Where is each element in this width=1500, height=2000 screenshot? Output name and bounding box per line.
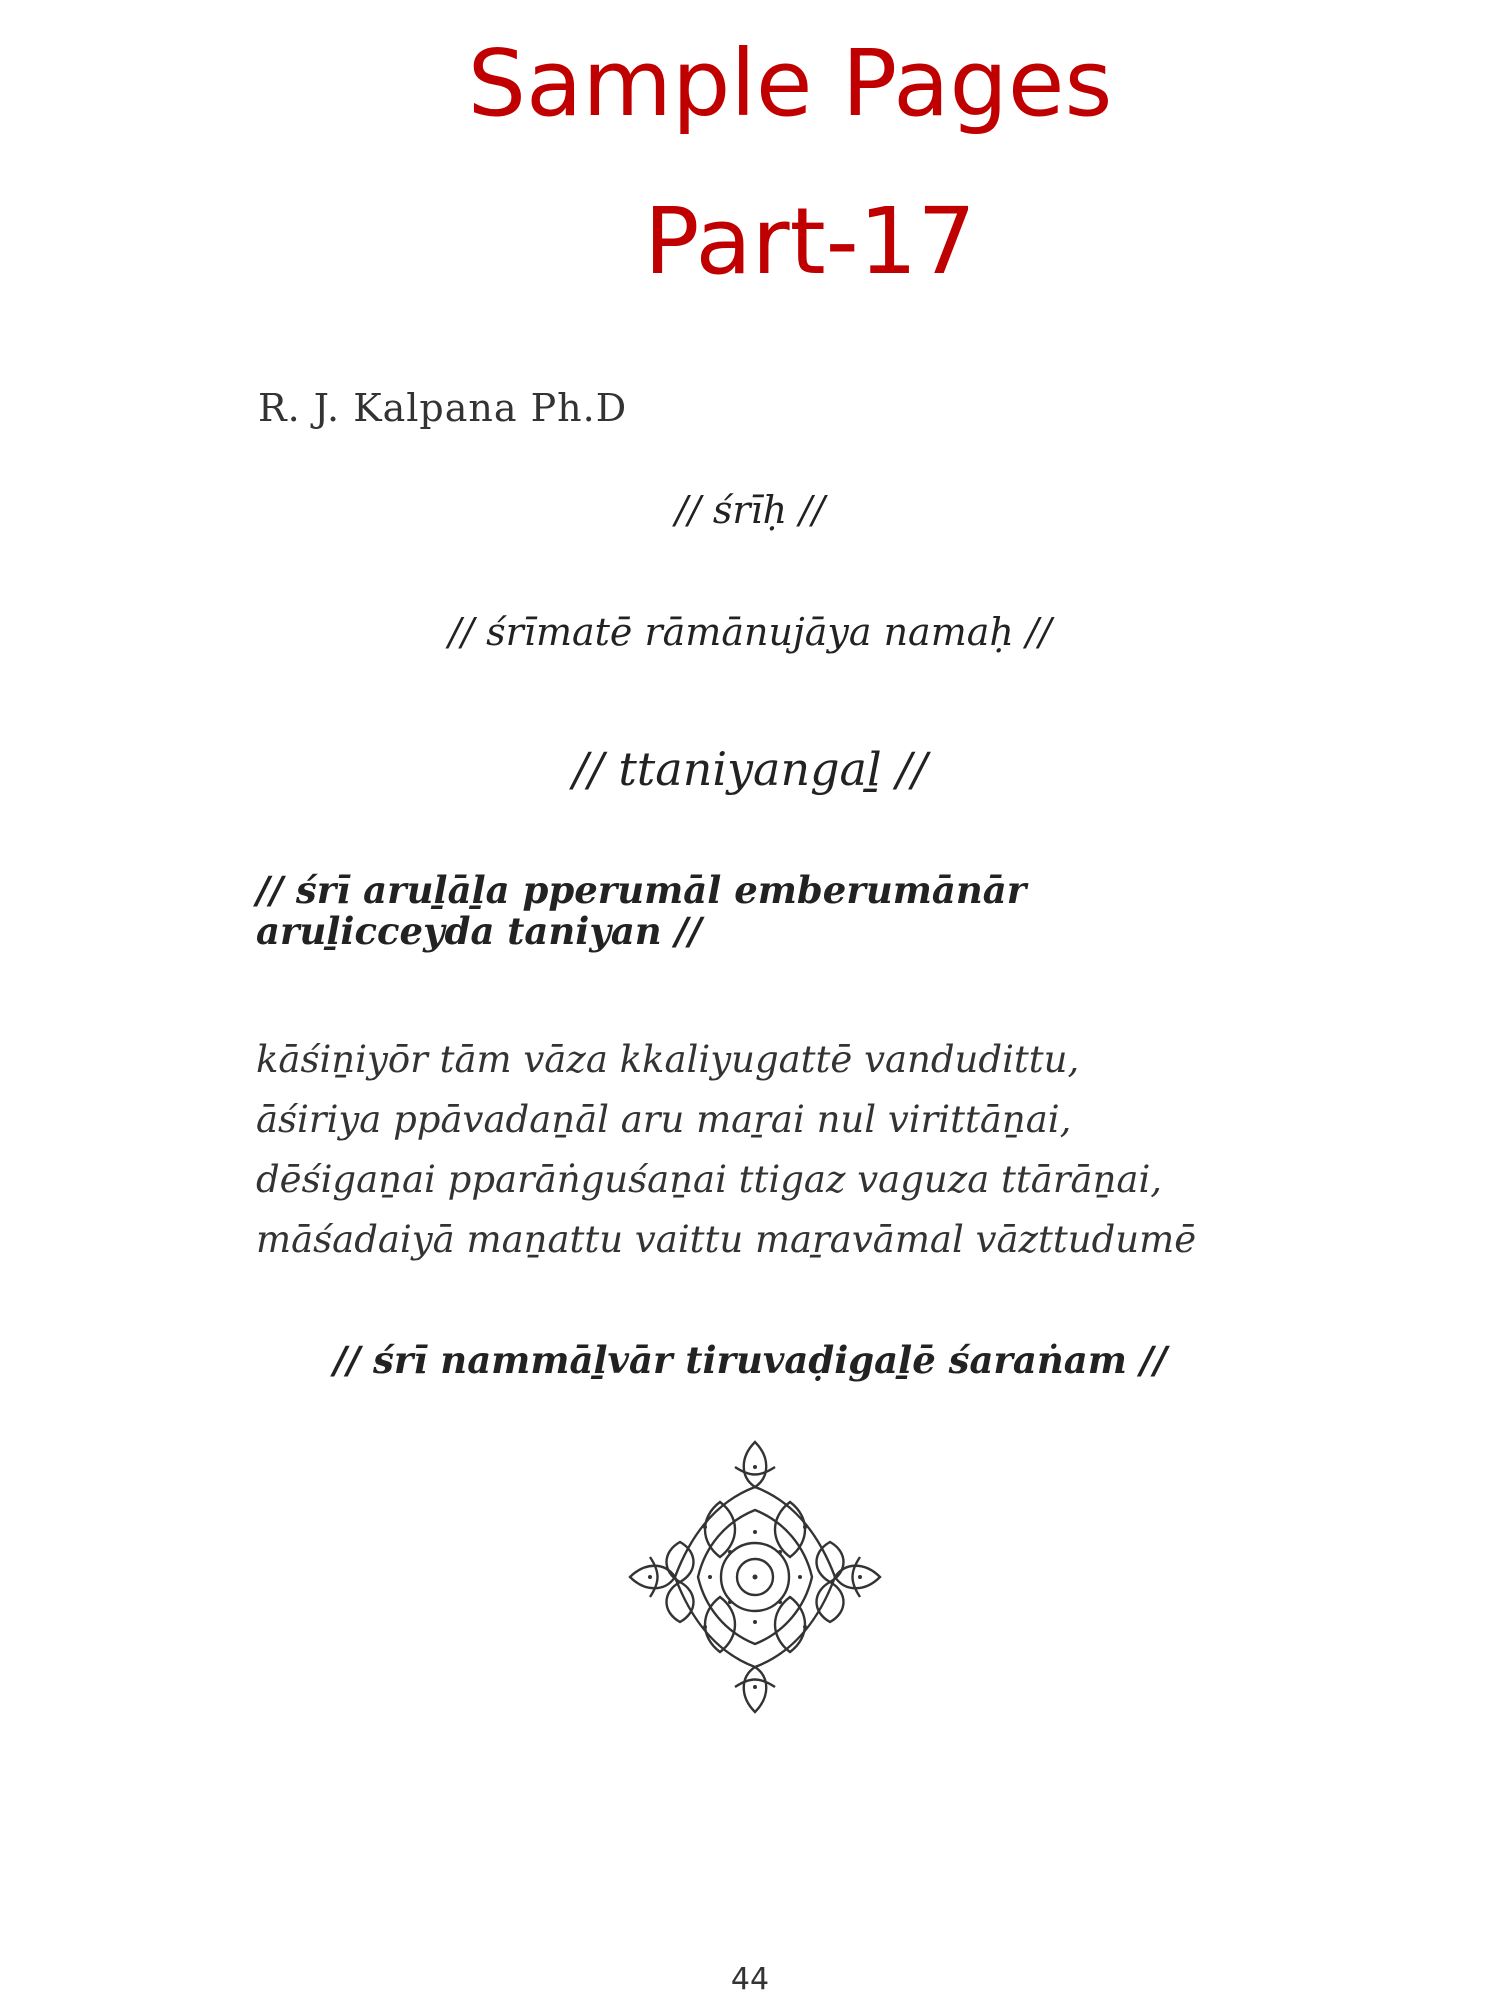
taniyan-subheading: // śrī aruḻāḻa pperumāl emberumānār aruḻicceyda taniyan //: [256, 868, 1027, 953]
banner-title: Sample Pages: [467, 30, 1113, 137]
kolam-ornament-icon: [620, 1432, 890, 1722]
section-heading: // ttaniyangaḻ //: [572, 742, 928, 796]
verse-line: dēśigaṉai pparāṅguśaṉai ttigaz vaguza ttārāṉai,: [256, 1158, 1163, 1201]
verse-line: āśiriya ppāvadaṉāl aru maṟai nul virittāṉai,: [256, 1098, 1072, 1141]
invocation-srih: // śrīḥ //: [675, 488, 825, 532]
closing-invocation: // śrī nammāḻvār tiruvaḍigaḻē śaraṅam //: [333, 1338, 1167, 1382]
verse-line: māśadaiyā maṉattu vaittu maṟavāmal vāzttudumē: [256, 1218, 1197, 1261]
author-name: R. J. Kalpana Ph.D: [258, 386, 628, 430]
verse-line: kāśiṉiyōr tām vāza kkaliyugattē vandudittu,: [256, 1038, 1080, 1081]
banner-part: Part-17: [644, 188, 976, 295]
page-number: 44: [730, 1962, 770, 1997]
invocation-ramanuja: // śrīmatē rāmānujāya namaḥ //: [448, 610, 1052, 654]
verse: [256, 1030, 1276, 1270]
